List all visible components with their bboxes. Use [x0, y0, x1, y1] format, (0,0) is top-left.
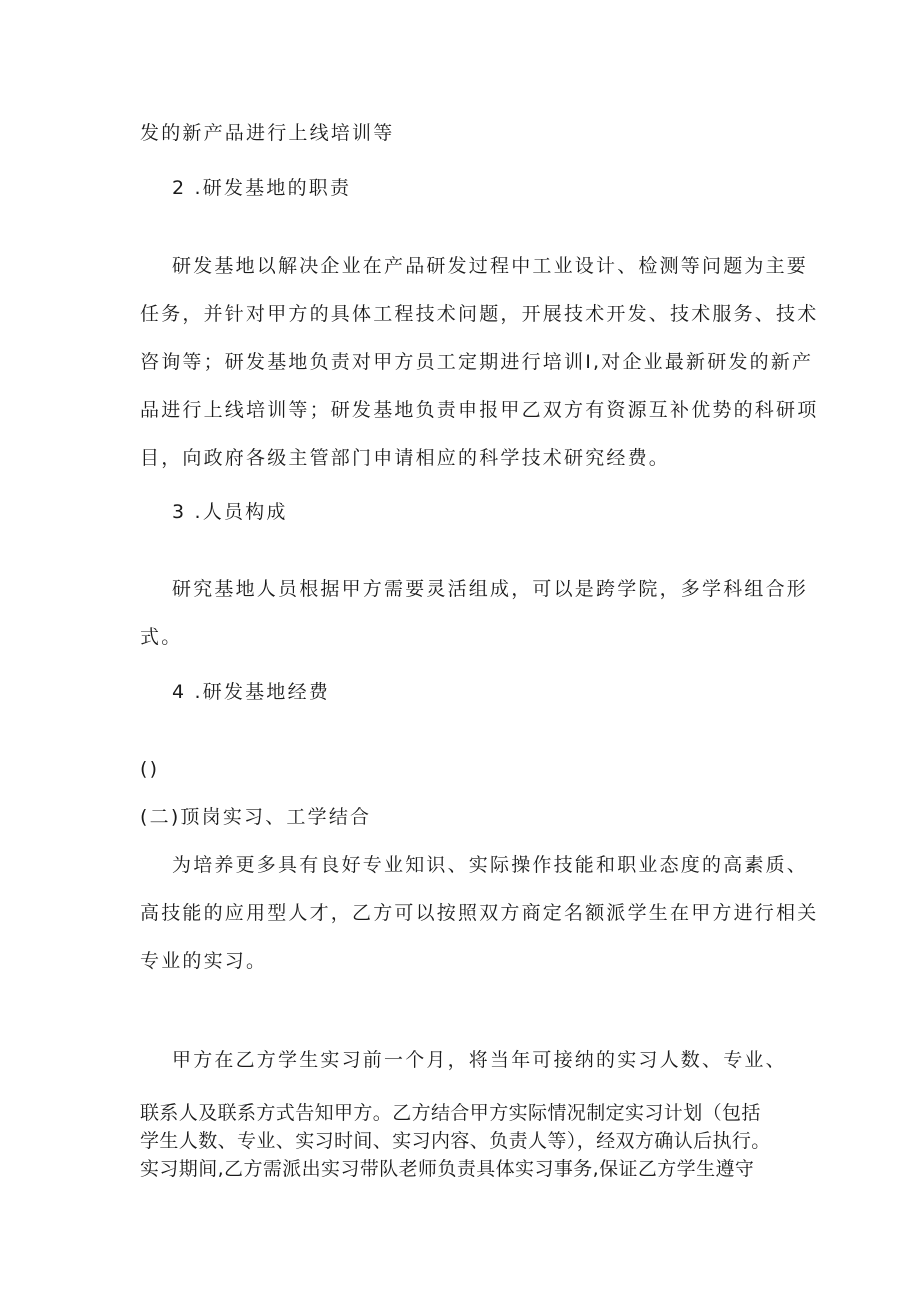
- carryover-line: 发的新产品进行上线培训等: [140, 122, 395, 144]
- section-3-heading: 3 .人员构成: [172, 501, 288, 523]
- part-2-para-1-line-3: 专业的实习。: [140, 950, 268, 972]
- section-2-line-4: 品进行上线培训等；研发基地负责申报甲乙双方有资源互补优势的科研项: [140, 399, 819, 421]
- part-2-para-2-line-2: 联系人及联系方式告知甲方。乙方结合甲方实际情况制定实习计划（包括: [140, 1102, 761, 1124]
- section-2-line-2: 任务，并针对甲方的具体工程技术问题，开展技术开发、技术服务、技术: [140, 303, 819, 325]
- section-2-line-1: 研发基地以解决企业在产品研发过程中工业设计、检测等问题为主要: [172, 255, 809, 277]
- part-2-para-1-line-1: 为培养更多具有良好专业知识、实际操作技能和职业态度的高素质、: [172, 854, 809, 876]
- section-4-heading: 4 .研发基地经费: [172, 681, 330, 703]
- section-3-line-1: 研究基地人员根据甲方需要灵活组成，可以是跨学院，多学科组合形: [172, 578, 809, 600]
- section-2-line-3: 咨询等；研发基地负责对甲方员工定期进行培训I,对企业最新研发的新产: [140, 351, 814, 373]
- part-2-para-2-line-3: 学生人数、专业、实习时间、实习内容、负责人等），经双方确认后执行。: [140, 1130, 771, 1152]
- part-2-para-2-line-1: 甲方在乙方学生实习前一个月，将当年可接纳的实习人数、专业、: [172, 1049, 787, 1071]
- part-2-heading: (二)顶岗实习、工学结合: [140, 806, 372, 828]
- empty-parentheses: (): [140, 758, 160, 780]
- section-2-line-5: 目，向政府各级主管部门申请相应的科学技术研究经费。: [140, 447, 671, 469]
- section-2-heading: 2 .研发基地的职责: [172, 177, 352, 199]
- section-3-line-2: 式。: [140, 626, 183, 648]
- part-2-para-1-line-2: 高技能的应用型人才，乙方可以按照双方商定名额派学生在甲方进行相关: [140, 902, 819, 924]
- part-2-para-2-line-4: 实习期间,乙方需派出实习带队老师负责具体实习事务,保证乙方学生遵守: [140, 1158, 755, 1180]
